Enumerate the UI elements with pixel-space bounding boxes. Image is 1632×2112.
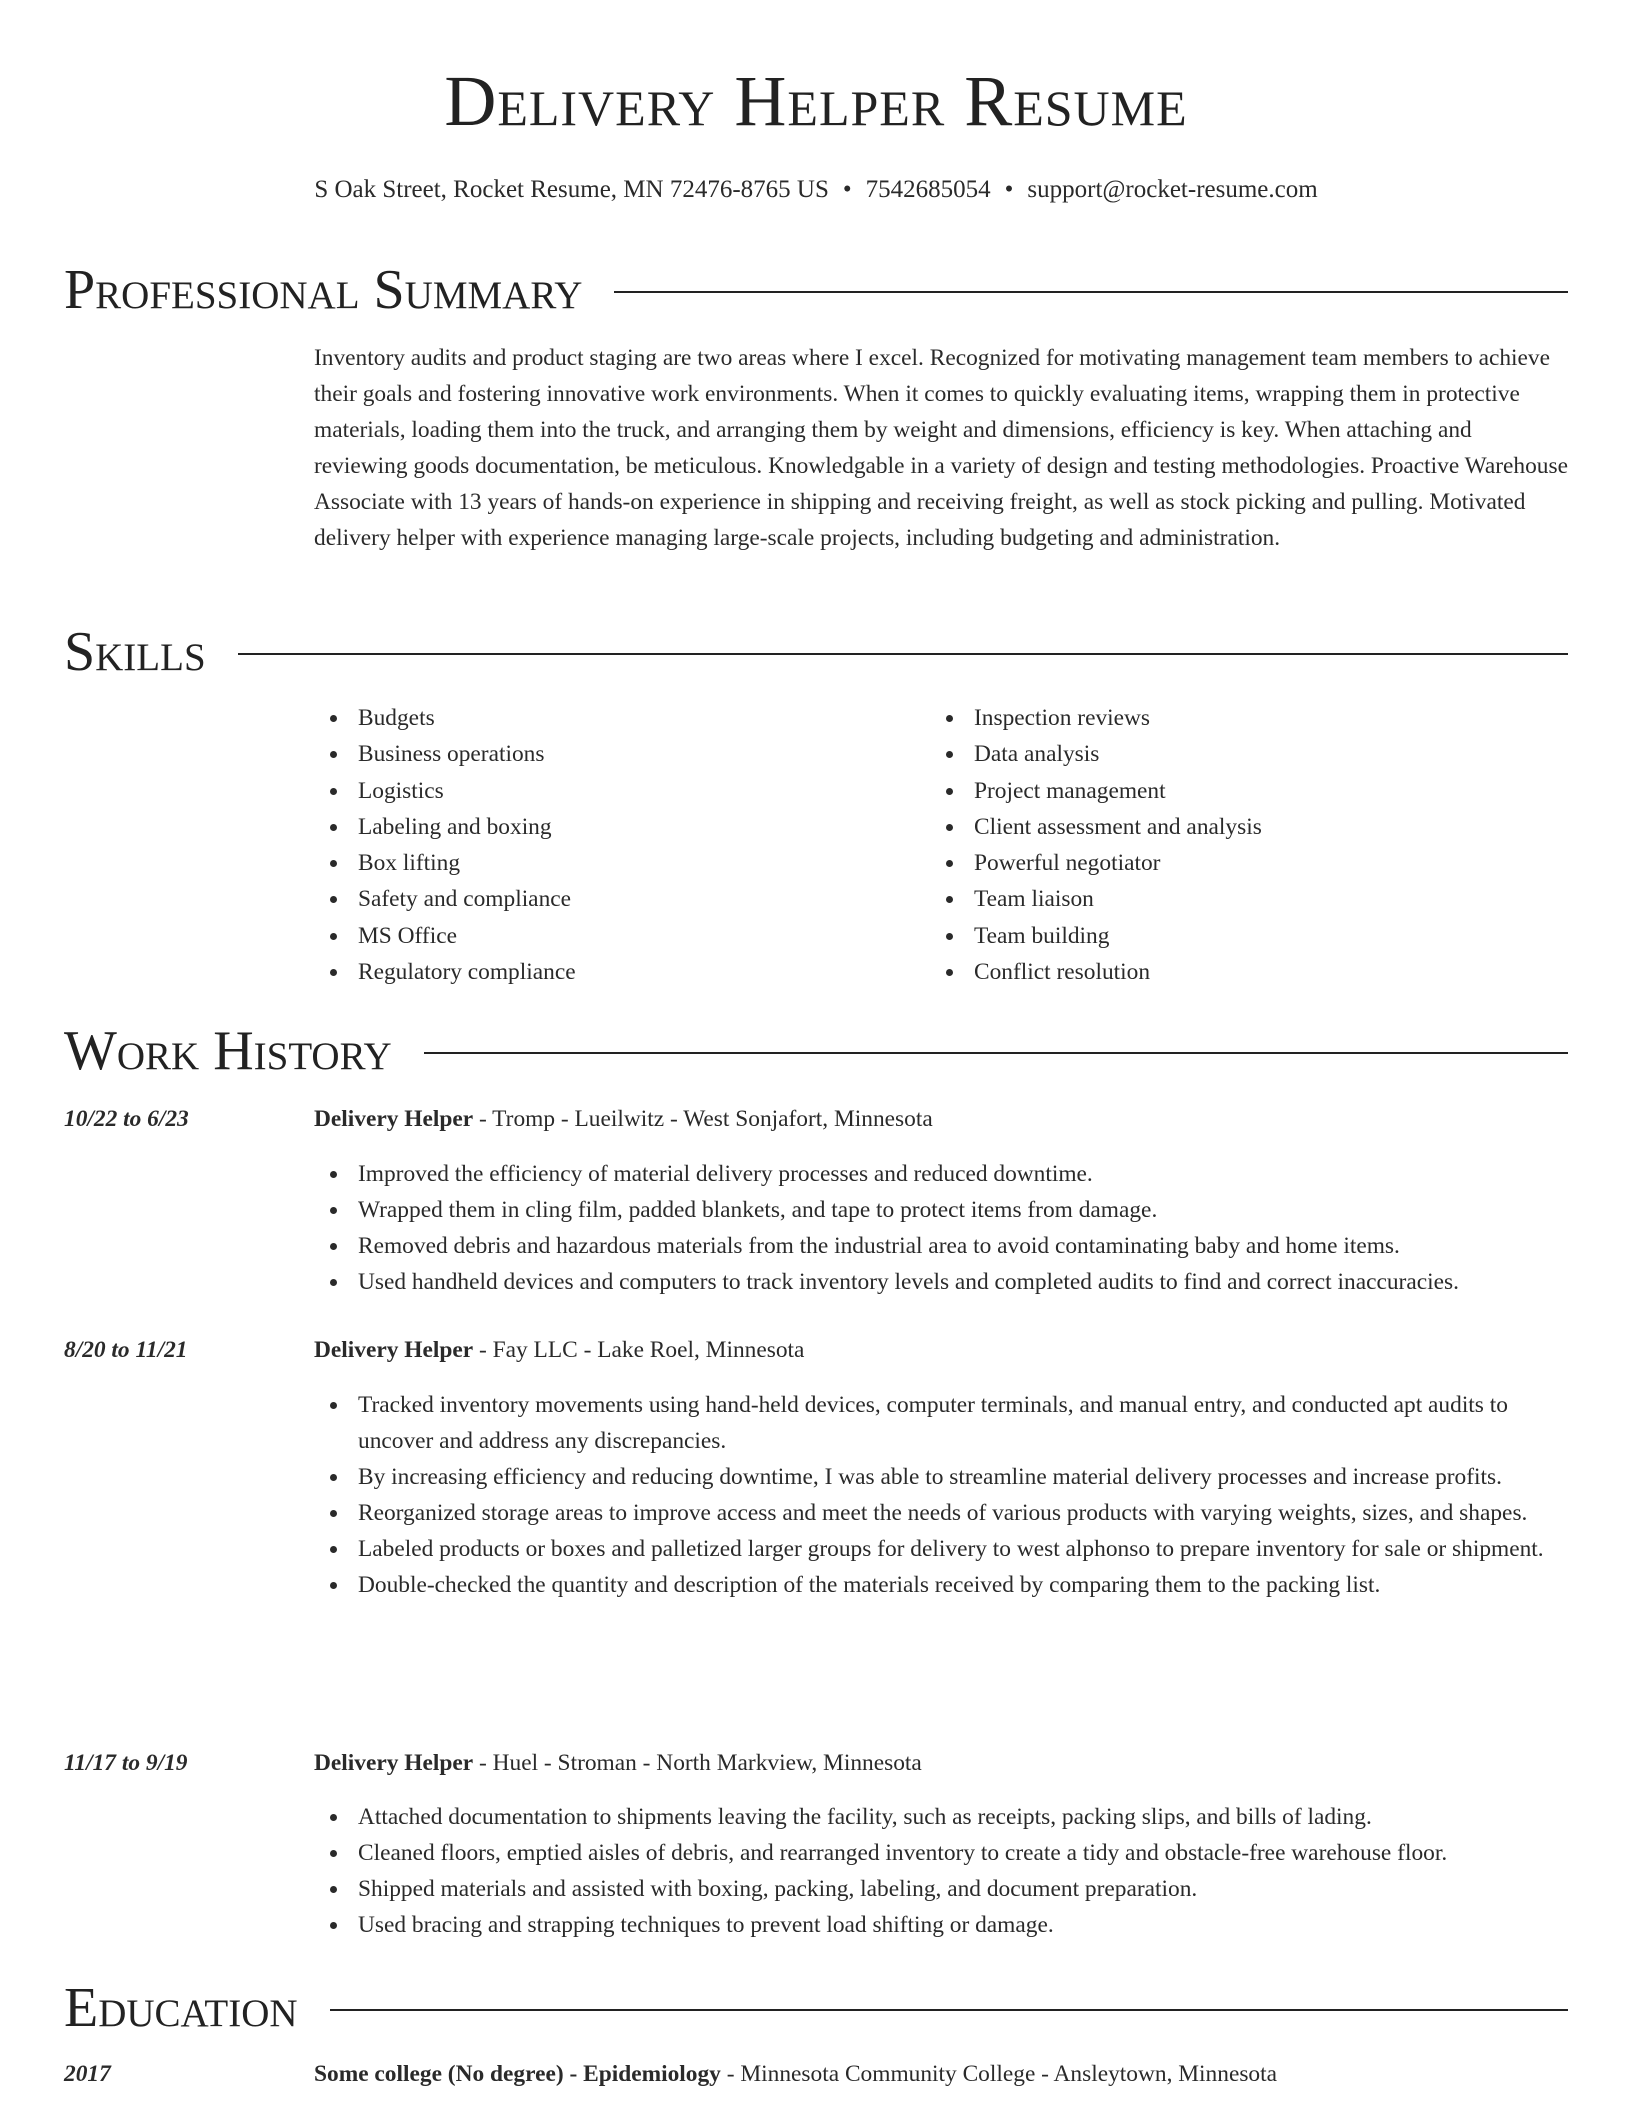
job-title [314, 1332, 804, 1368]
job-bullet: Used bracing and strapping techniques to prevent load shifting or damage. [314, 1907, 1568, 1943]
skills-list-right [930, 700, 1262, 990]
job-role: Delivery Helper [314, 1337, 474, 1363]
skill-item: MS Office [314, 918, 576, 954]
education-date: 2017 [64, 2061, 111, 2087]
job-bullet: Removed debris and hazardous materials from the industrial area to avoid contaminating baby and home items. [314, 1228, 1568, 1264]
skill-item: Conflict resolution [930, 954, 1262, 990]
job-date: 8/20 to 11/21 [64, 1337, 188, 1363]
job-title [314, 1101, 933, 1137]
job-bullet-list [314, 1799, 1568, 1943]
job-title [314, 1745, 922, 1781]
skill-item: Project management [930, 773, 1262, 809]
section-divider [238, 653, 1568, 655]
skill-item: Data analysis [930, 736, 1262, 772]
skill-item: Client assessment and analysis [930, 809, 1262, 845]
section-title-education: Education [64, 1977, 298, 2039]
job-bullet: Reorganized storage areas to improve access and meet the needs of various products with varying weights, sizes, and shapes. [314, 1495, 1568, 1531]
section-divider [330, 2009, 1568, 2011]
education-section-header [64, 1977, 1568, 2039]
contact-separator: • [842, 176, 852, 203]
job-bullet: Cleaned floors, emptied aisles of debris, and rearranged inventory to create a tidy and obstacle-free warehouse floor. [314, 1835, 1568, 1871]
skill-item: Budgets [314, 700, 576, 736]
contact-separator: • [1004, 176, 1014, 203]
job-date: 10/22 to 6/23 [64, 1106, 189, 1132]
job-date: 11/17 to 9/19 [64, 1750, 188, 1776]
job-bullet: Shipped materials and assisted with boxing, packing, labeling, and document preparation. [314, 1871, 1568, 1907]
job-bullet: Labeled products or boxes and palletized larger groups for delivery to west alphonso to prepare inventory for sale or shipment. [314, 1531, 1568, 1567]
education-title [314, 2056, 1277, 2092]
skills-list-left [314, 700, 576, 990]
job-bullet: Double-checked the quantity and description of the materials received by comparing them to the packing list. [314, 1567, 1568, 1603]
job-bullet-list [314, 1387, 1568, 1603]
skill-item: Team liaison [930, 881, 1262, 917]
skill-item: Logistics [314, 773, 576, 809]
job-bullet: Wrapped them in cling film, padded blankets, and tape to protect items from damage. [314, 1192, 1568, 1228]
job-employer: - Tromp - Lueilwitz - West Sonjafort, Minnesota [473, 1106, 933, 1132]
education-school: - Minnesota Community College - Ansleytown, Minnesota [720, 2061, 1278, 2087]
education-degree: Some college (No degree) - Epidemiology [314, 2061, 721, 2087]
contact-line [0, 174, 1632, 207]
job-employer: - Huel - Stroman - North Markview, Minnesota [473, 1750, 922, 1776]
job-employer: - Fay LLC - Lake Roel, Minnesota [473, 1337, 805, 1363]
job-bullet-list [314, 1156, 1568, 1300]
section-title-work: Work History [64, 1020, 392, 1082]
skill-item: Powerful negotiator [930, 845, 1262, 881]
resume-name: Delivery Helper Resume [444, 61, 1188, 141]
job-bullet: Improved the efficiency of material delivery processes and reduced downtime. [314, 1156, 1568, 1192]
section-title-summary: Professional Summary [64, 259, 583, 321]
job-role: Delivery Helper [314, 1750, 474, 1776]
contact-address: S Oak Street, Rocket Resume, MN 72476-8765 US [314, 176, 829, 203]
job-bullet: Attached documentation to shipments leaving the facility, such as receipts, packing slips, and bills of lading. [314, 1799, 1568, 1835]
skill-item: Regulatory compliance [314, 954, 576, 990]
skill-item: Business operations [314, 736, 576, 772]
skills-section-header [64, 621, 1568, 683]
work-section-header [64, 1020, 1568, 1082]
skill-item: Labeling and boxing [314, 809, 576, 845]
job-bullet: Tracked inventory movements using hand-held devices, computer terminals, and manual entry, and conducted apt audits to uncover and address any discrepancies. [314, 1387, 1568, 1459]
job-bullet: By increasing efficiency and reducing downtime, I was able to streamline material delivery processes and increase profits. [314, 1459, 1568, 1495]
summary-text: Inventory audits and product staging are two areas where I excel. Recognized for motivating management team members to achieve their goals and fostering innovative work environments. When it comes to quickly evaluating items, wrapping them in protective materials, loading them into the truck, and arranging them by weight and dimensions, efficiency is key. When attaching and reviewing goods documentation, be meticulous. Knowledgable in a variety of design and testing methodologies. Proactive Warehouse Associate with 13 years of hands-on experience in shipping and receiving freight, as well as stock picking and pulling. Motivated delivery helper with experience managing large-scale projects, including budgeting and administration. [314, 345, 1568, 551]
contact-email: support@rocket-resume.com [1027, 176, 1318, 203]
skill-item: Safety and compliance [314, 881, 576, 917]
contact-phone: 7542685054 [865, 176, 991, 203]
job-role: Delivery Helper [314, 1106, 474, 1132]
summary-section-header [64, 259, 1568, 321]
job-bullet: Used handheld devices and computers to track inventory levels and completed audits to find and correct inaccuracies. [314, 1264, 1568, 1300]
section-divider [424, 1052, 1568, 1054]
skill-item: Inspection reviews [930, 700, 1262, 736]
skill-item: Box lifting [314, 845, 576, 881]
section-divider [614, 291, 1568, 293]
skill-item: Team building [930, 918, 1262, 954]
section-title-skills: Skills [64, 621, 206, 683]
